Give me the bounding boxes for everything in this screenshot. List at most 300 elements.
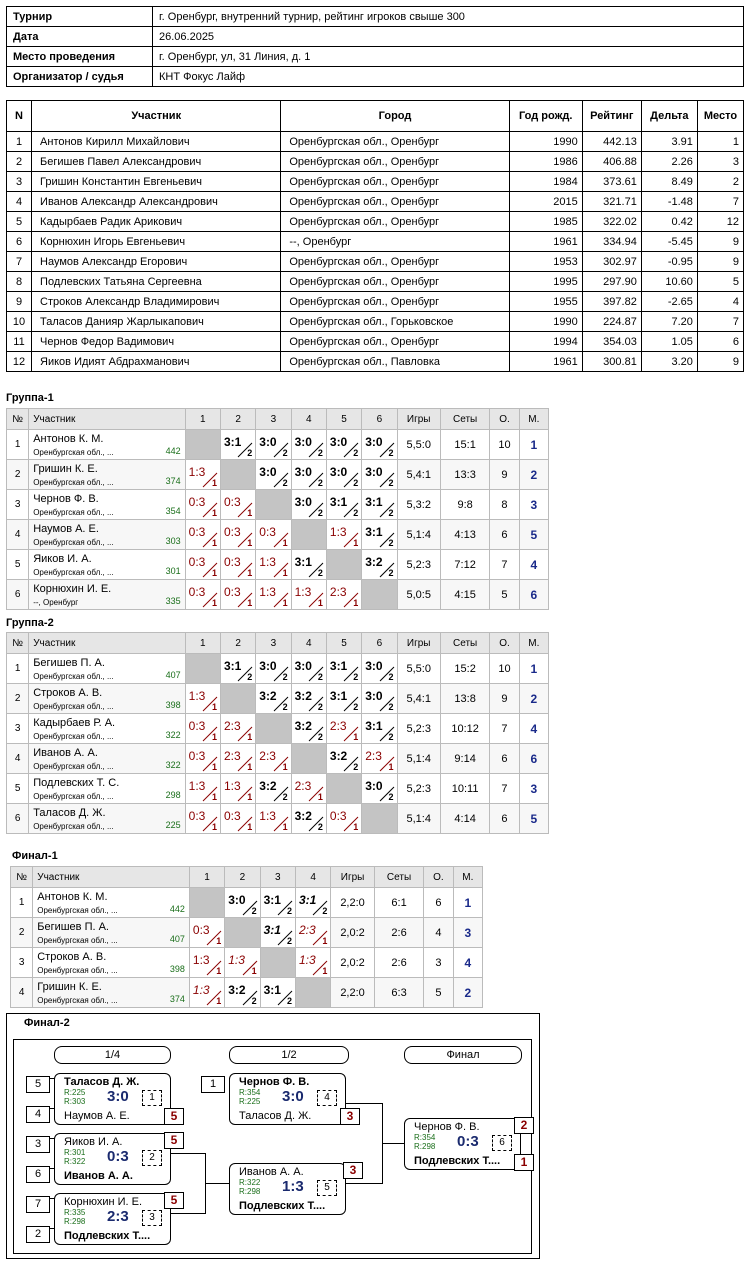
- match-score: 3:1: [263, 983, 281, 997]
- header-col-n: N: [7, 101, 32, 132]
- match-rating-1: R:322: [239, 1178, 261, 1187]
- match-cell: [185, 714, 220, 744]
- group-row: [7, 430, 549, 460]
- cell-col-place: 9: [697, 232, 743, 252]
- games-cell: 2,0:2: [331, 948, 374, 978]
- row-number: 2: [7, 684, 29, 714]
- header-no: №: [7, 633, 29, 654]
- diagonal-cell: [295, 978, 330, 1008]
- cell-col-delta: -1.48: [641, 192, 697, 212]
- match-cell: [362, 430, 397, 460]
- match-score: 3:1: [329, 495, 348, 509]
- player-cell: [33, 888, 190, 918]
- bracket-line: [171, 1213, 205, 1214]
- cell-col-n: 7: [7, 252, 32, 272]
- match-points: 2: [322, 906, 328, 916]
- group-2-table: [6, 632, 549, 834]
- player-city: Оренбургская обл., ...: [33, 822, 114, 831]
- cell-col-delta: 2.26: [641, 152, 697, 172]
- group-row: [7, 804, 549, 834]
- place-cell: 4: [453, 948, 482, 978]
- sets-cell: 4:14: [440, 804, 489, 834]
- group-row: [7, 744, 549, 774]
- sets-cell: 2:6: [374, 948, 424, 978]
- match-score: 0:3: [223, 525, 241, 539]
- cell-col-year: 1953: [509, 252, 582, 272]
- match-score: 1:3: [192, 983, 210, 997]
- cell-col-city: Оренбургская обл., Горьковское: [281, 312, 509, 332]
- match-points: 2: [388, 538, 394, 548]
- player-city: Оренбургская обл., ...: [37, 906, 118, 915]
- player-city: Оренбургская обл., ...: [33, 568, 114, 577]
- match-cell: [185, 490, 220, 520]
- bracket-match: [54, 1073, 171, 1125]
- match-points: 2: [388, 792, 394, 802]
- match-player-2: Подлевских Т....: [239, 1200, 326, 1212]
- bracket-line: [345, 1183, 382, 1184]
- cell-col-rating: 302.97: [582, 252, 641, 272]
- match-cell: [185, 804, 220, 834]
- points-cell: 5: [424, 978, 453, 1008]
- row-number: 1: [7, 430, 29, 460]
- participant-row: [7, 332, 744, 352]
- loser-place-box: 3: [343, 1162, 363, 1179]
- match-score: 3:1: [223, 659, 242, 673]
- place-cell: 3: [453, 918, 482, 948]
- match-cell: [295, 918, 330, 948]
- match-points: 1: [247, 598, 253, 608]
- place-cell: 6: [519, 744, 548, 774]
- participant-row: [7, 292, 744, 312]
- diagonal-cell: [220, 460, 255, 490]
- match-points: 2: [286, 996, 292, 1006]
- games-cell: 5,5:0: [397, 430, 440, 460]
- match-cell: [185, 774, 220, 804]
- match-points: 2: [388, 448, 394, 458]
- match-rating-2: R:298: [64, 1217, 86, 1226]
- participants-table: [6, 100, 744, 372]
- cell-col-rating: 373.61: [582, 172, 641, 192]
- cell-col-n: 12: [7, 352, 32, 372]
- match-score: 3:1: [298, 893, 317, 907]
- match-score: 1:3: [188, 689, 206, 703]
- loser-place-box: 1: [514, 1154, 534, 1171]
- player-name: Гришин К. Е.: [33, 463, 98, 475]
- place-cell: 3: [519, 774, 548, 804]
- match-cell: [260, 978, 295, 1008]
- match-rating-1: R:354: [414, 1133, 436, 1142]
- cell-col-delta: 3.91: [641, 132, 697, 152]
- seed-number: 5: [26, 1076, 50, 1093]
- points-cell: 8: [490, 490, 519, 520]
- match-cell: [220, 520, 255, 550]
- cell-col-participant: Антонов Кирилл Михайлович: [32, 132, 281, 152]
- match-cell: [362, 654, 397, 684]
- match-points: 1: [322, 966, 328, 976]
- match-cell: [220, 774, 255, 804]
- games-cell: 2,2:0: [331, 888, 374, 918]
- match-cell: [291, 550, 326, 580]
- match-points: 1: [317, 598, 323, 608]
- match-score: 0:3: [188, 809, 206, 823]
- match-player-2: Подлевских Т....: [414, 1155, 501, 1167]
- sets-cell: 13:3: [440, 460, 489, 490]
- match-points: 1: [247, 508, 253, 518]
- seed-number: 6: [26, 1166, 50, 1183]
- match-cell: [291, 490, 326, 520]
- player-city: Оренбургская обл., ...: [37, 936, 118, 945]
- player-cell: [29, 774, 185, 804]
- match-cell: [362, 550, 397, 580]
- player-cell: [29, 460, 185, 490]
- match-score: 0:3: [259, 525, 276, 539]
- games-cell: 2,2:0: [331, 978, 374, 1008]
- header-col-year: Год рожд.: [509, 101, 582, 132]
- match-cell: [256, 684, 291, 714]
- match-cell: [256, 430, 291, 460]
- player-rating: 322: [165, 730, 181, 740]
- cell-col-n: 11: [7, 332, 32, 352]
- row-number: 2: [11, 918, 33, 948]
- cell-col-participant: Подлевских Татьяна Сергеевна: [32, 272, 281, 292]
- match-rating-2: R:298: [239, 1187, 261, 1196]
- match-cell: [220, 804, 255, 834]
- match-score: 1:3: [298, 953, 316, 967]
- round-label-quarter: 1/4: [54, 1046, 171, 1064]
- cell-col-n: 5: [7, 212, 32, 232]
- cell-col-delta: -0.95: [641, 252, 697, 272]
- place-cell: 1: [453, 888, 482, 918]
- player-cell: [29, 744, 185, 774]
- match-score: 3:0: [365, 659, 383, 673]
- match-score: 2:3: [107, 1208, 129, 1225]
- cell-col-n: 9: [7, 292, 32, 312]
- player-city: Оренбургская обл., ...: [37, 966, 118, 975]
- match-cell: [256, 550, 291, 580]
- match-score: 0:3: [223, 585, 241, 599]
- match-score: 2:3: [329, 719, 347, 733]
- match-score: 3:1: [365, 525, 383, 539]
- cell-col-city: Оренбургская обл., Павловка: [281, 352, 509, 372]
- group-1-table: [6, 408, 549, 610]
- diagonal-cell: [326, 550, 361, 580]
- place-cell: 3: [519, 490, 548, 520]
- match-points: 2: [317, 702, 323, 712]
- match-score: 0:3: [188, 555, 206, 569]
- cell-col-participant: Таласов Данияр Жарлыкапович: [32, 312, 281, 332]
- header-points: О.: [424, 867, 453, 888]
- cell-col-n: 4: [7, 192, 32, 212]
- sets-cell: 10:12: [440, 714, 489, 744]
- match-points: 1: [211, 538, 217, 548]
- header-sets: Сеты: [440, 633, 489, 654]
- place-cell: 5: [519, 520, 548, 550]
- player-city: Оренбургская обл., ...: [33, 538, 114, 547]
- player-name: Бегишев П. А.: [33, 657, 105, 669]
- place-cell: 4: [519, 550, 548, 580]
- points-cell: 3: [424, 948, 453, 978]
- cell-col-n: 8: [7, 272, 32, 292]
- cell-col-delta: 10.60: [641, 272, 697, 292]
- match-cell: [362, 774, 397, 804]
- player-city: Оренбургская обл., ...: [33, 508, 114, 517]
- header-opponent-col: 1: [185, 633, 220, 654]
- cell-col-place: 3: [697, 152, 743, 172]
- header-opponent-col: 3: [256, 633, 291, 654]
- header-col-rating: Рейтинг: [582, 101, 641, 132]
- cell-col-place: 7: [697, 192, 743, 212]
- games-cell: 5,2:3: [397, 550, 440, 580]
- cell-col-year: 1990: [509, 312, 582, 332]
- player-city: Оренбургская обл., ...: [33, 702, 114, 711]
- match-points: 2: [317, 568, 323, 578]
- games-cell: 5,1:4: [397, 804, 440, 834]
- games-cell: 5,3:2: [397, 490, 440, 520]
- match-score: 3:0: [259, 435, 277, 449]
- match-points: 1: [211, 568, 217, 578]
- info-row: [7, 27, 744, 47]
- match-score: 3:1: [365, 719, 383, 733]
- match-score: 3:0: [365, 435, 383, 449]
- row-number: 3: [11, 948, 33, 978]
- match-score: 0:3: [188, 719, 206, 733]
- match-table-number: 6: [492, 1135, 512, 1151]
- player-city: Оренбургская обл., ...: [33, 732, 114, 741]
- match-score: 3:2: [228, 983, 246, 997]
- player-cell: [29, 684, 185, 714]
- player-city: Оренбургская обл., ...: [33, 792, 114, 801]
- match-points: 2: [282, 792, 288, 802]
- header-player: Участник: [29, 409, 185, 430]
- player-cell: [29, 430, 185, 460]
- bracket-line: [171, 1153, 205, 1154]
- participant-row: [7, 312, 744, 332]
- cell-col-participant: Наумов Александр Егорович: [32, 252, 281, 272]
- group-row: [7, 774, 549, 804]
- bracket-line: [382, 1143, 405, 1144]
- cell-col-participant: Гришин Константин Евгеньевич: [32, 172, 281, 192]
- points-cell: 6: [490, 744, 519, 774]
- cell-col-year: 1961: [509, 232, 582, 252]
- player-rating: 301: [165, 566, 181, 576]
- player-name: Иванов А. А.: [33, 747, 98, 759]
- diagonal-cell: [185, 654, 220, 684]
- cell-col-place: 4: [697, 292, 743, 312]
- participant-row: [7, 192, 744, 212]
- player-rating: 303: [165, 536, 181, 546]
- row-number: 1: [11, 888, 33, 918]
- match-score: 0:3: [188, 495, 206, 509]
- player-rating: 398: [169, 964, 185, 974]
- cell-col-delta: 0.42: [641, 212, 697, 232]
- match-points: 1: [216, 966, 222, 976]
- cell-col-rating: 300.81: [582, 352, 641, 372]
- cell-col-year: 1990: [509, 132, 582, 152]
- match-player-2: Подлевских Т....: [64, 1230, 151, 1242]
- match-player-1: Яиков И. А.: [64, 1136, 123, 1148]
- player-rating: 298: [165, 790, 181, 800]
- match-score: 3:0: [294, 465, 312, 479]
- player-name: Кадырбаев Р. А.: [33, 717, 116, 729]
- match-points: 1: [322, 936, 328, 946]
- cell-col-delta: 7.20: [641, 312, 697, 332]
- match-player-2: Таласов Д. Ж.: [239, 1110, 312, 1122]
- match-score: 0:3: [188, 585, 206, 599]
- info-row: [7, 7, 744, 27]
- header-opponent-col: 4: [295, 867, 330, 888]
- header-opponent-col: 1: [185, 409, 220, 430]
- match-points: 1: [216, 936, 222, 946]
- cell-col-year: 1985: [509, 212, 582, 232]
- match-cell: [225, 948, 260, 978]
- sets-cell: 4:13: [440, 520, 489, 550]
- cell-col-city: Оренбургская обл., Оренбург: [281, 192, 509, 212]
- cell-col-city: Оренбургская обл., Оренбург: [281, 152, 509, 172]
- cell-col-place: 9: [697, 252, 743, 272]
- diagonal-cell: [225, 918, 260, 948]
- bracket-area: [13, 1039, 532, 1254]
- games-cell: 2,0:2: [331, 918, 374, 948]
- match-points: 2: [388, 672, 394, 682]
- match-points: 1: [247, 822, 253, 832]
- match-cell: [185, 684, 220, 714]
- cell-col-rating: 297.90: [582, 272, 641, 292]
- match-cell: [256, 654, 291, 684]
- match-player-1: Иванов А. А.: [239, 1166, 304, 1178]
- cell-col-year: 1984: [509, 172, 582, 192]
- match-score: 1:3: [282, 1178, 304, 1195]
- games-cell: 5,4:1: [397, 460, 440, 490]
- group-row: [7, 550, 549, 580]
- cell-col-rating: 321.71: [582, 192, 641, 212]
- match-points: 2: [388, 478, 394, 488]
- match-score: 3:1: [263, 923, 281, 937]
- place-cell: 2: [453, 978, 482, 1008]
- match-points: 2: [282, 478, 288, 488]
- match-score: 3:0: [365, 779, 383, 793]
- match-cell: [220, 654, 255, 684]
- row-number: 2: [7, 460, 29, 490]
- seed-number: 2: [26, 1226, 50, 1243]
- match-rating-2: R:303: [64, 1097, 86, 1106]
- match-score: 1:3: [329, 525, 347, 539]
- cell-col-rating: 334.94: [582, 232, 641, 252]
- match-points: 2: [388, 732, 394, 742]
- games-cell: 5,1:4: [397, 520, 440, 550]
- match-rating-1: R:335: [64, 1208, 86, 1217]
- row-number: 1: [7, 654, 29, 684]
- header-no: №: [11, 867, 33, 888]
- match-cell: [295, 948, 330, 978]
- cell-col-place: 2: [697, 172, 743, 192]
- loser-place-box: 5: [164, 1192, 184, 1209]
- seed-number: 3: [26, 1136, 50, 1153]
- player-name: Антонов К. М.: [33, 433, 104, 445]
- sets-cell: 6:1: [374, 888, 424, 918]
- cell-col-place: 5: [697, 272, 743, 292]
- points-cell: 10: [490, 430, 519, 460]
- cell-col-year: 1961: [509, 352, 582, 372]
- header-games: Игры: [397, 633, 440, 654]
- round-label-final: Финал: [404, 1046, 522, 1064]
- participant-row: [7, 132, 744, 152]
- match-cell: [291, 460, 326, 490]
- cell-col-city: Оренбургская обл., Оренбург: [281, 292, 509, 312]
- player-cell: [29, 490, 185, 520]
- player-cell: [33, 918, 190, 948]
- header-points: О.: [490, 633, 519, 654]
- match-score: 2:3: [329, 585, 347, 599]
- header-opponent-col: 3: [260, 867, 295, 888]
- match-score: 0:3: [457, 1133, 479, 1150]
- match-score: 3:2: [294, 719, 312, 733]
- place-cell: 4: [519, 714, 548, 744]
- match-cell: [291, 654, 326, 684]
- points-cell: 10: [490, 654, 519, 684]
- final-2-title: Финал-2: [24, 1017, 70, 1029]
- cell-col-n: 1: [7, 132, 32, 152]
- match-cell: [362, 744, 397, 774]
- match-points: 1: [388, 762, 394, 772]
- participant-row: [7, 212, 744, 232]
- row-number: 3: [7, 714, 29, 744]
- match-points: 1: [353, 598, 359, 608]
- match-cell: [220, 714, 255, 744]
- player-name: Бегишев П. А.: [37, 921, 109, 933]
- header-place: М.: [519, 633, 548, 654]
- row-number: 5: [7, 550, 29, 580]
- match-points: 2: [388, 568, 394, 578]
- player-rating: 335: [165, 596, 181, 606]
- player-cell: [29, 804, 185, 834]
- match-score: 2:3: [223, 749, 241, 763]
- match-points: 1: [353, 732, 359, 742]
- player-rating: 374: [165, 476, 181, 486]
- match-cell: [185, 520, 220, 550]
- cell-col-rating: 354.03: [582, 332, 641, 352]
- row-number: 4: [7, 744, 29, 774]
- player-name: Таласов Д. Ж.: [33, 807, 106, 819]
- place-cell: 2: [519, 684, 548, 714]
- match-cell: [220, 550, 255, 580]
- player-cell: [29, 654, 185, 684]
- match-cell: [326, 430, 361, 460]
- seed-number: 7: [26, 1196, 50, 1213]
- player-cell: [29, 714, 185, 744]
- header-opponent-col: 5: [326, 409, 361, 430]
- match-score: 3:2: [329, 749, 348, 763]
- match-points: 2: [353, 448, 359, 458]
- match-player-2: Иванов А. А.: [64, 1170, 133, 1182]
- match-score: 3:0: [107, 1088, 129, 1105]
- points-cell: 7: [490, 550, 519, 580]
- match-score: 1:3: [188, 779, 206, 793]
- place-cell: 1: [519, 654, 548, 684]
- cell-col-n: 2: [7, 152, 32, 172]
- header-games: Игры: [397, 409, 440, 430]
- round-label-semi: 1/2: [229, 1046, 349, 1064]
- match-cell: [326, 714, 361, 744]
- match-cell: [256, 744, 291, 774]
- cell-col-city: Оренбургская обл., Оренбург: [281, 132, 509, 152]
- match-points: 2: [317, 448, 323, 458]
- loser-place-box: 2: [514, 1117, 534, 1134]
- match-cell: [256, 580, 291, 610]
- player-city: Оренбургская обл., ...: [33, 478, 114, 487]
- diagonal-cell: [185, 430, 220, 460]
- points-cell: 5: [490, 580, 519, 610]
- sets-cell: 9:14: [440, 744, 489, 774]
